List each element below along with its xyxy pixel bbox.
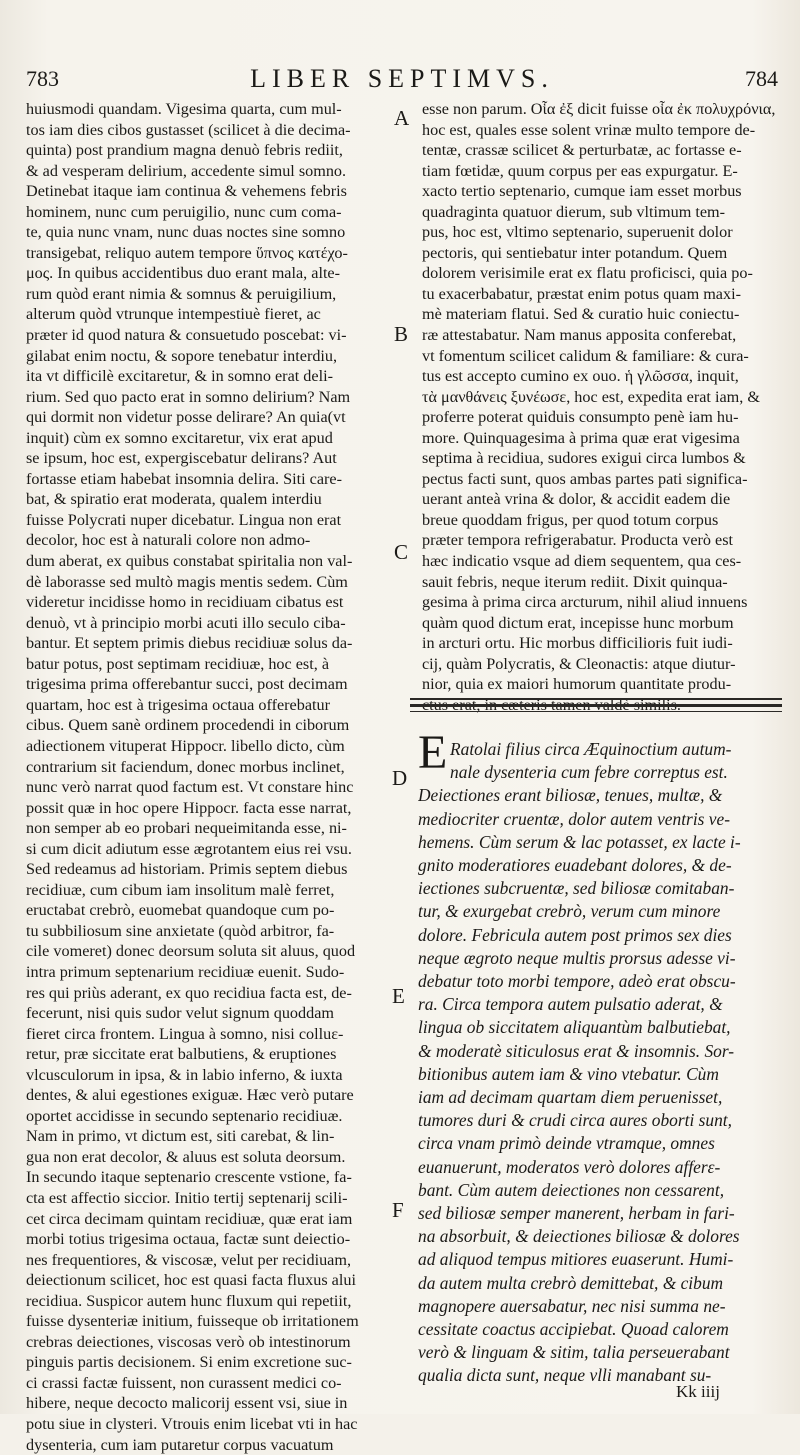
text-line: batur potus, post septimam recidiuæ, hoc est, à: [26, 654, 330, 673]
text-line: recidiua. Suspicor autem hunc fluxum qui repetiit,: [26, 1291, 352, 1310]
text-line: pinguis partis decisionem. Si enim excretione suc-: [26, 1353, 352, 1372]
text-line: Nam in primo, vt dictum est, siti carebat, & lin-: [26, 1127, 335, 1146]
text-line: quadraginta quatuor dierum, sub vltimum tem-: [422, 202, 726, 221]
text-line: tus est accepto cumino ex ouo. ἡ γλῶσσα, inquit,: [422, 367, 739, 386]
text-line: esse non parum. Οἷα ἐξ dicit fuisse οἷα ἐκ πολυχρόνια,: [422, 100, 776, 118]
text-line: intra primum septenarium recidiuæ euenit. Sudo-: [26, 962, 345, 981]
text-line: breue quoddam frigus, per quod totum corpus: [422, 510, 719, 529]
text-line: ita vt difficilè excitaretur, & in somno erat deli-: [26, 367, 333, 386]
italic-text-line: lingua ob siccitatem aliquantùm balbutiebat,: [418, 1017, 731, 1038]
drop-cap: E: [418, 726, 448, 779]
text-line: dysenteria, cum iam putaretur corpus vacuatum: [26, 1435, 334, 1454]
italic-text-line: bant. Cùm autem deiectiones non cessarent,: [418, 1179, 725, 1200]
italic-text-line: qualia dicta sunt, neque vlli manabant su-: [418, 1365, 712, 1386]
text-line: fuisse dysenteriæ initium, fuisseque ob irritationem: [26, 1312, 359, 1331]
text-line: more. Quinquagesima à prima quæ erat vigesima: [422, 428, 740, 447]
text-line: ci crassi factæ fuissent, non curassent medici co-: [26, 1373, 342, 1392]
text-line: cet circa decimam quintam recidiuæ, quæ erat iam: [26, 1209, 353, 1228]
text-line: si cum dicit adiutum esse ægrotantem eius rei vsu.: [26, 839, 352, 858]
italic-text-line: debatur toto morbi tempore, adeò erat obscu-: [418, 971, 736, 992]
text-line: quartam, hoc est à trigesima octaua offerebatur: [26, 695, 330, 714]
text-line: pectoris, qui sentiebatur inter potandum. Quem: [422, 243, 728, 262]
text-line: mè materiam flatui. Sed & curatio huic coniectu-: [422, 305, 740, 324]
text-line: non semper ab eo probari nequeimitanda esse, ni-: [26, 819, 347, 838]
signature-mark: Kk iiij: [676, 1382, 720, 1401]
italic-text-line: circa vnam primò deinde vtramque, omnes: [418, 1133, 715, 1154]
text-line: quàm quod dictum erat, incepisse hunc morbum: [422, 613, 734, 632]
divider-rule: [410, 698, 782, 700]
text-line: hibere, neque decocto malicorij essent vsi, siue in: [26, 1394, 348, 1413]
text-line: nunc verò narrat quod factum est. Vt constare hinc: [26, 778, 354, 797]
text-line: hoc est, quales esse solent vrinæ multo tempore de-: [422, 120, 756, 139]
margin-letter-f: F: [392, 1198, 404, 1222]
text-line: te, quia nunc vnam, nunc duas noctes sine somno: [26, 223, 346, 242]
text-line: fuisse Polycrati nuper dicebatur. Lingua non erat: [26, 510, 342, 529]
divider-rule: [410, 711, 782, 712]
text-line: nior, quia ex maiori humorum quantitate produ-: [422, 675, 732, 694]
text-line: tiam fœtidæ, quum corpus per eas expurgatur. E-: [422, 161, 738, 180]
text-line: inquit) cùm ex somno excitaretur, vix erat apud: [26, 428, 333, 447]
italic-text-line: mediocriter cruentæ, dolor autem ventris ve-: [418, 808, 730, 829]
italic-text-line: tur, & exurgebat crebrò, verum cum minore: [418, 901, 721, 922]
text-line: xacto tertio septenario, cumque iam esset morbus: [422, 182, 742, 201]
page-header: [26, 66, 778, 100]
margin-letter-c: C: [394, 540, 409, 564]
text-line: rum quòd erant nimia & somnus & peruigilium,: [26, 284, 337, 303]
text-line: proferre poterat quiduis consumpto penè iam hu-: [422, 408, 739, 427]
text-line: septima à recidiua, sudores exigui circa lumbos &: [422, 449, 746, 468]
divider-rule: [410, 704, 782, 707]
italic-text-line: iectiones subcruentæ, sed biliosæ comitaban-: [418, 878, 735, 899]
text-line: bantur. Et septem primis diebus recidiuæ solus da-: [26, 634, 353, 653]
text-line: fieret circa frontem. Lingua à somno, nisi colluε-: [26, 1024, 344, 1043]
text-line: in arcturi ortu. Hic morbus difficilioris fuit iudi-: [422, 634, 733, 653]
text-line: bat, & spiratio erat moderata, qualem interdiu: [26, 490, 322, 509]
left-text-column: [26, 99, 388, 1455]
text-line: dentes, & alui egestiones exiguæ. Hæc verò putare: [26, 1086, 354, 1105]
left-page-number: 783: [26, 66, 59, 91]
text-line: nes frequentiores, & viscosæ, velut per recidiuam,: [26, 1250, 352, 1269]
text-line: cibus. Quem sanè ordinem procedendi in ciborum: [26, 716, 350, 735]
text-line: pectus facti sunt, quos ambas partes pati significa-: [422, 469, 748, 488]
text-line: uerant anteà vrina & dolor, & accidit eadem die: [422, 490, 731, 509]
right-text-column: [422, 99, 776, 715]
italic-text-line: gnito moderatiores euadebant dolores, & de-: [418, 855, 732, 876]
italic-text-line: sed biliosæ semper manerent, herbam in fari-: [418, 1203, 735, 1224]
text-line: cij, quàm Polycratis, & Cleonactis: atque diutur-: [422, 654, 736, 673]
text-line: In secundo itaque septenario crescente vstione, fa-: [26, 1168, 352, 1187]
text-line: potu siue in clysteri. Vtrouis enim licebat vti in hac: [26, 1415, 358, 1433]
margin-letter-a: A: [394, 106, 410, 130]
running-title: LIBER SEPTIMVS.: [250, 64, 554, 93]
italic-case-history: [418, 738, 780, 1388]
text-line: deiectionum scilicet, hoc est quasi facta fluxus alui: [26, 1271, 356, 1290]
text-line: oportet accidisse in secundo septenario recidiuæ.: [26, 1106, 343, 1125]
text-line: hæc indicatio vsque ad diem sequentem, qua ces-: [422, 552, 742, 571]
italic-text-line: cessitate coactus accipiebat. Quoad calorem: [418, 1319, 729, 1340]
italic-text-line: Ratolai filius circa Æquinoctium autum-: [450, 739, 732, 759]
text-line: & ad vesperam delirium, accedente simul somno.: [26, 161, 347, 180]
italic-text-line: ra. Circa tempora autem pulsatio aderat, &: [418, 994, 723, 1015]
italic-text-line: Deiectiones erant biliosæ, tenues, multæ, &: [418, 785, 723, 806]
text-line: huiusmodi quandam. Vigesima quarta, cum mul-: [26, 100, 342, 118]
italic-text-line: nale dysenteria cum febre correptus est.: [450, 762, 728, 783]
text-line: vlcusculorum in ipsa, & in labio inferno, & iuxta: [26, 1065, 343, 1084]
text-line: præter tempora refrigerabatur. Producta verò est: [422, 531, 734, 550]
text-line: eructabat crebrò, euomebat quandoque cum po-: [26, 901, 335, 920]
italic-text-line: da autem multa crebrò demittebat, & cibum: [418, 1272, 724, 1293]
text-line: trigesima prima offerebantur succi, post decimam: [26, 675, 348, 694]
text-line: pus, hoc est, vltimo septenario, superuenit dolor: [422, 223, 733, 242]
italic-text-line: dolore. Febricula autem post primos sex dies: [418, 924, 732, 945]
text-line: adiectionem vituperat Hippocr. libello dicto, cùm: [26, 736, 345, 755]
text-line: contrarium sit faciendum, donec morbus inclinet,: [26, 757, 345, 776]
text-line: μος. In quibus accidentibus duo erant mala, alte-: [26, 264, 341, 283]
right-page-number: 784: [745, 66, 778, 91]
text-line: decolor, hoc est à naturali colore non admo-: [26, 531, 311, 550]
text-line: præter id quod natura & consuetudo poscebat: vi-: [26, 326, 347, 345]
text-line: fortasse etiam habebat insomnia delira. Siti care-: [26, 469, 342, 488]
italic-text-line: tumores duri & crudi circa aures oborti sunt,: [418, 1110, 732, 1131]
margin-letter-d: D: [392, 766, 408, 790]
text-line: cta est affectio siccior. Initio tertij septenarij scili-: [26, 1188, 348, 1207]
text-line: quinta) post prandium magna denuò febris rediit,: [26, 141, 343, 160]
text-line: qui dormit non videtur posse delirare? An quia(vt: [26, 408, 346, 427]
text-line: se ipsum, hoc est, expergiscebatur delirans? Aut: [26, 449, 337, 468]
text-line: res qui priùs aderant, ex quo recidiua facta est, de-: [26, 983, 352, 1002]
text-line: gesima à prima circa arcturum, nihil aliud innuens: [422, 593, 748, 612]
text-line: ctus erat, in cæteris tamen valdè similis.: [422, 695, 681, 714]
italic-text-line: euanuerunt, moderatos verò dolores afferε-: [418, 1156, 721, 1177]
text-line: ræ attestabatur. Nam manus apposita conferebat,: [422, 326, 737, 345]
text-line: dolorem verisimile erat ex flatu proficisci, quia po-: [422, 264, 753, 283]
text-line: retur, præ siccitate erat balbutiens, & eruptiones: [26, 1045, 337, 1064]
text-line: cile vomeret) donec deorsum soluta sit aluus, quod: [26, 942, 356, 961]
text-line: vt fomentum scilicet calidum & familiare: & cura-: [422, 346, 749, 365]
text-line: Detinebat itaque iam continua & vehemens febris: [26, 182, 347, 201]
italic-text-line: na absorbuit, & deiectiones biliosæ & dolores: [418, 1226, 740, 1247]
italic-text-line: neque ægroto neque multis prorsus adesse vi-: [418, 947, 736, 968]
text-line: alterum quòd vtrunque intempestiuè fieret, ac: [26, 305, 321, 324]
text-line: hominem, nunc cum peruigilio, nunc cum coma-: [26, 202, 342, 221]
margin-letter-b: B: [394, 322, 409, 346]
text-line: dè laborasse sed multò magis mentis sedem. Cùm: [26, 572, 348, 591]
text-line: fecerunt, nisi quis sudor velut signum quoddam: [26, 1004, 334, 1023]
text-line: tos iam dies cibos gustasset (scilicet à die decima-: [26, 120, 351, 139]
text-line: tentæ, crassæ scilicet & perturbatæ, ac fortasse e-: [422, 141, 742, 160]
text-line: tu exacerbabatur, præstat enim potus quam maxi-: [422, 284, 741, 303]
italic-text-line: & moderatè siticulosus erat & insomnis. Sor-: [418, 1040, 735, 1061]
italic-text-line: verò & linguam & sitim, talia perseuerabant: [418, 1342, 730, 1363]
text-line: dum aberat, ex quibus constabat spiritalia non val-: [26, 552, 353, 571]
text-line: Sed redeamus ad historiam. Primis septem diebus: [26, 860, 348, 879]
text-line: gua non erat decolor, & aluus est soluta deorsum.: [26, 1147, 346, 1166]
text-line: videretur incidisse homo in recidiuam cibatus est: [26, 593, 344, 612]
text-line: rium. Sed quo pacto erat in somno delirium? Nam: [26, 387, 351, 406]
text-line: tu subbiliosum sine anxietate (quòd arbitror, fa-: [26, 921, 335, 940]
italic-text-line: bitionibus autem iam & vino vtebatur. Cùm: [418, 1063, 719, 1084]
italic-text-line: hemens. Cùm serum & lac potasset, ex lacte i-: [418, 831, 741, 852]
text-line: recidiuæ, cum cibum iam insolitum malè ferret,: [26, 880, 335, 899]
text-line: crebras deiectiones, viscosas verò ob intestinorum: [26, 1332, 351, 1351]
section-divider: [410, 690, 782, 718]
text-line: gilabat enim noctu, & sopore tenebatur interdiu,: [26, 346, 338, 365]
italic-text-line: ad aliquod tempus mitiores euaserunt. Humi-: [418, 1249, 734, 1270]
text-line: τὰ μανθάνεις ξυνέωσε, hoc est, expedita erat iam, &: [422, 387, 760, 406]
margin-letter-e: E: [392, 984, 405, 1008]
text-line: sauit febris, neque iterum rediit. Dixit quinqua-: [422, 572, 728, 591]
italic-text-line: iam ad decimam quartam diem peruenisset,: [418, 1087, 723, 1108]
text-line: transigebat, reliquo autem tempore ὕπνος κατέχο-: [26, 243, 348, 262]
italic-text-line: magnopere auersabatur, nec nisi summa ne-: [418, 1295, 726, 1316]
text-line: denuò, vt à principio morbi acuti illo seculo ciba-: [26, 613, 346, 632]
text-line: morbi totius trigesima octaua, factæ sunt deiectio-: [26, 1230, 351, 1249]
text-line: possit quæ in hoc opere Hippocr. facta esse narrat,: [26, 798, 352, 817]
